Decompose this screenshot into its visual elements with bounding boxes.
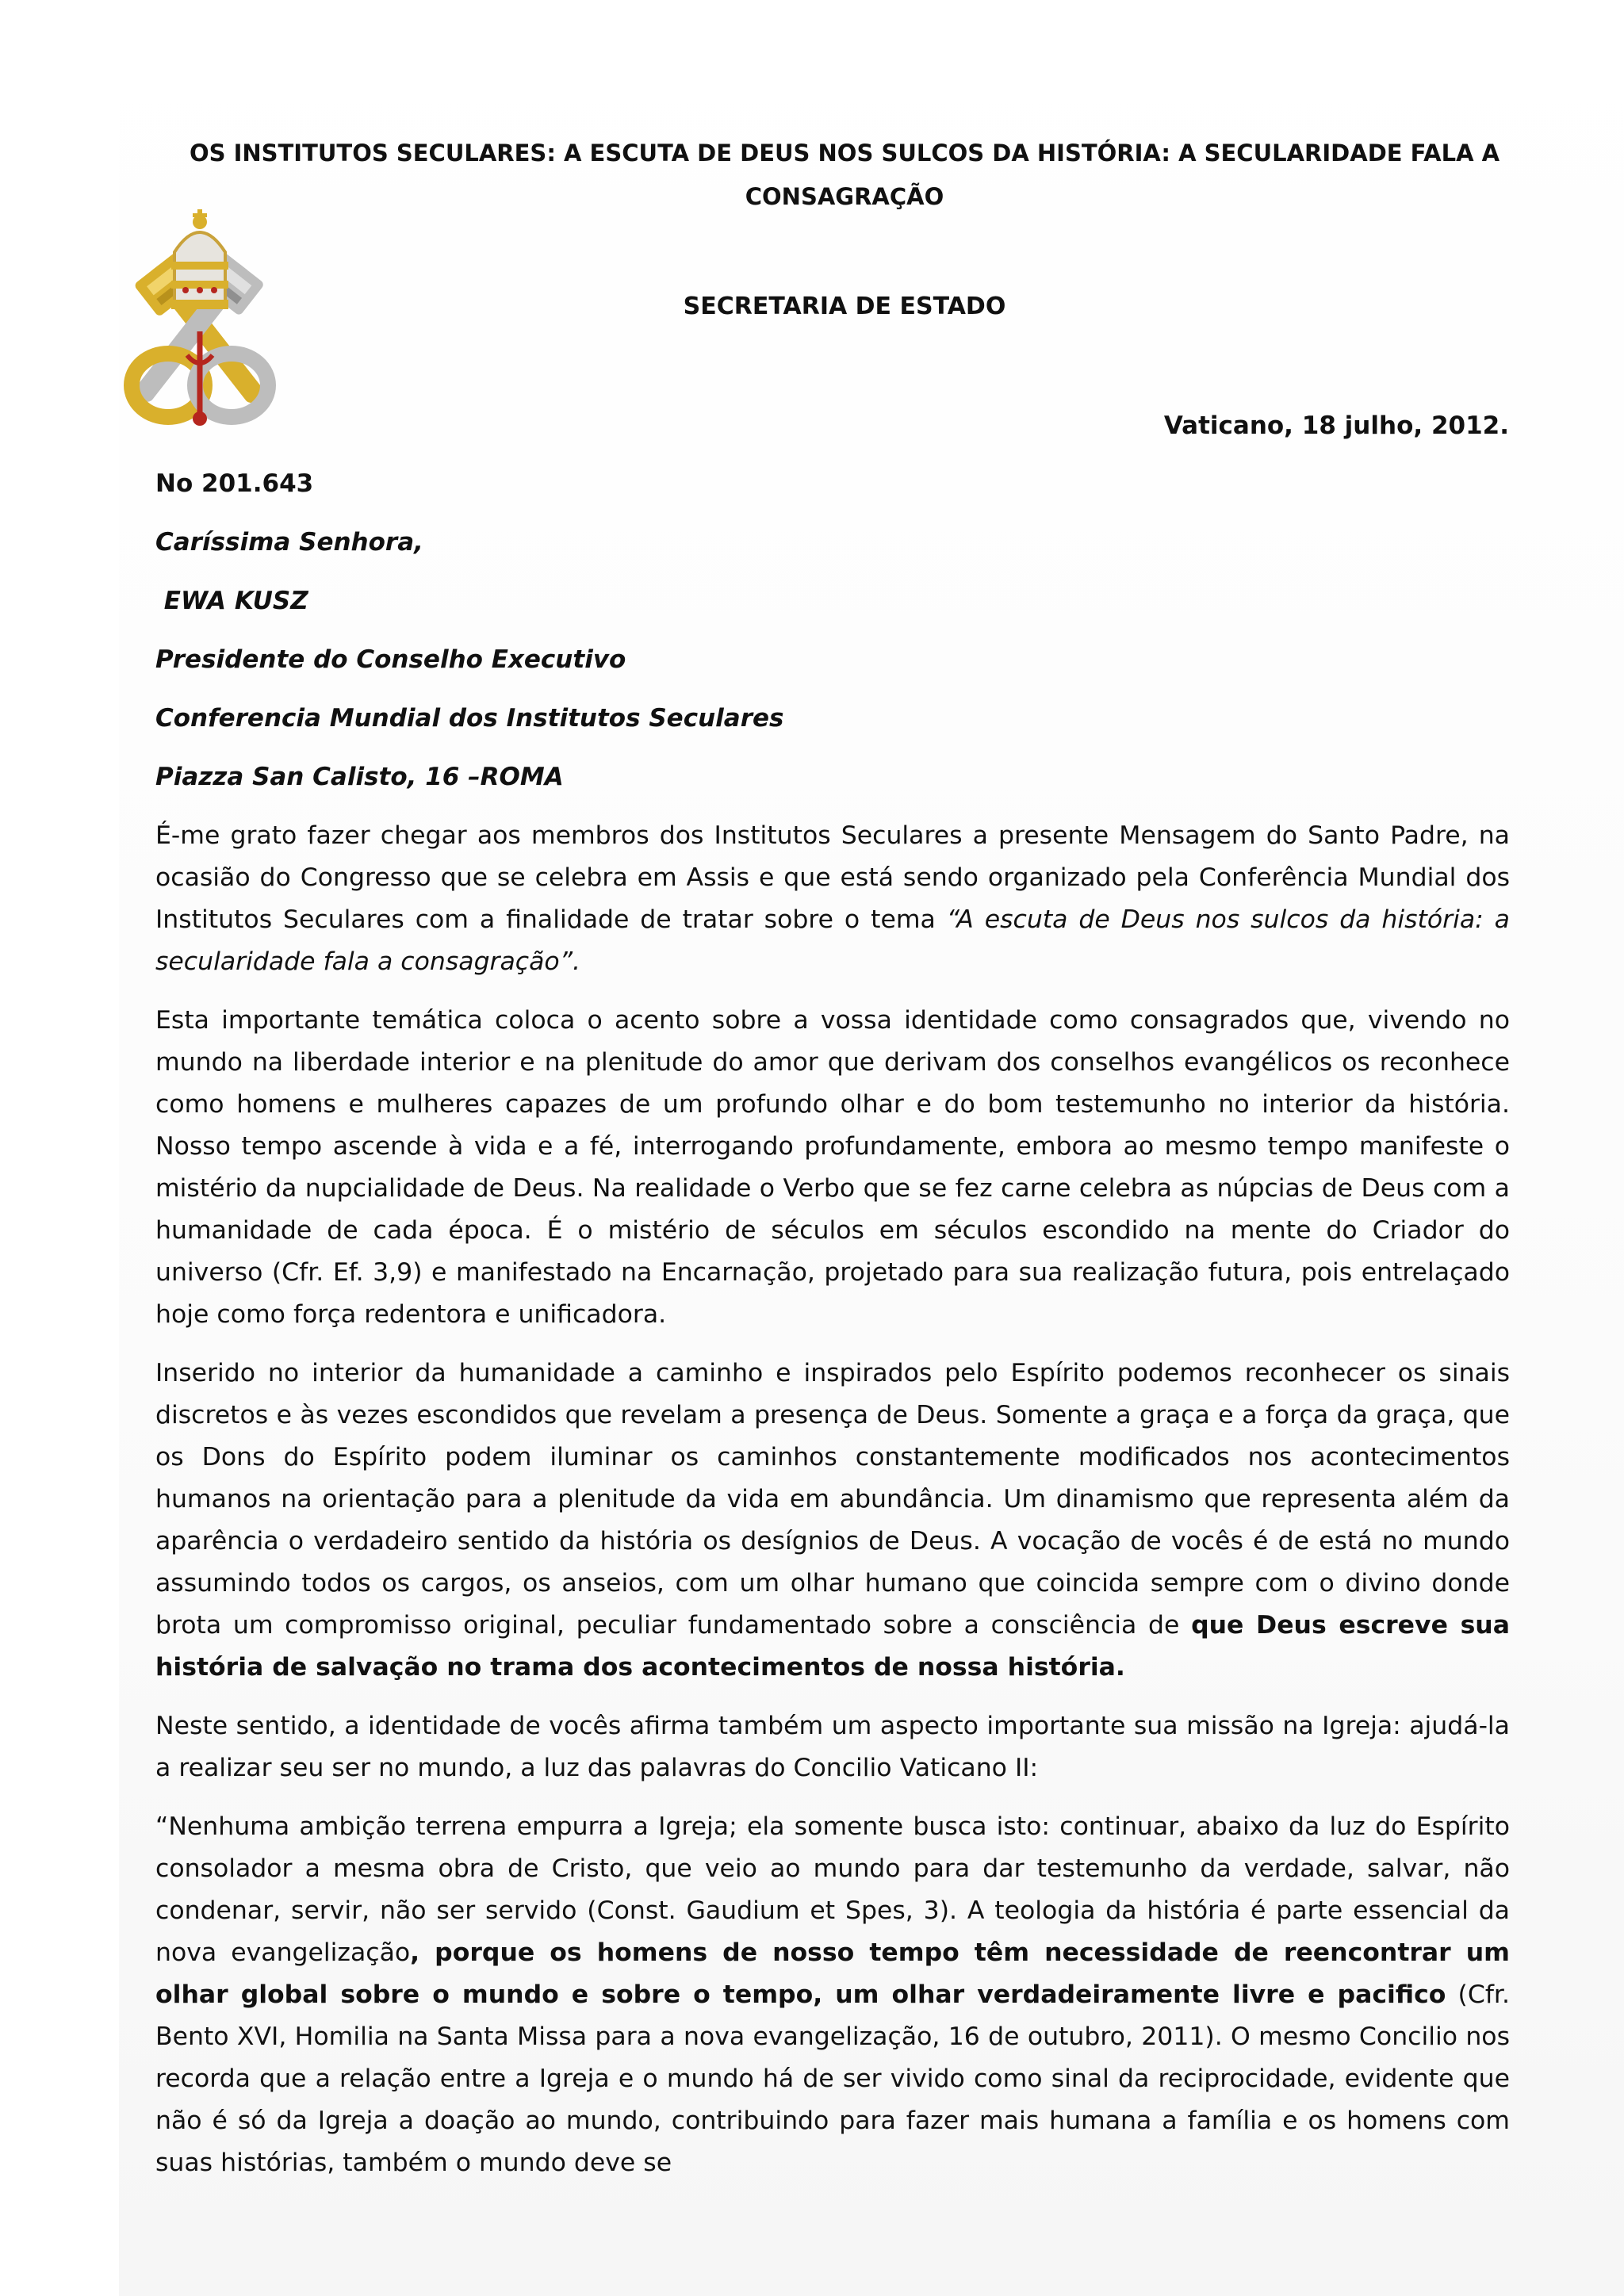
paragraph-3 [155,1353,1510,1689]
document-title: OS INSTITUTOS SECULARES: A ESCUTA DE DEUS NOS SULCOS DA HISTÓRIA: A SECULARIDADE FALA A CONSAGRAÇÃO [189,140,1500,210]
recipient-name: EWA KUSZ [155,587,308,615]
date-line: Vaticano, 18 julho, 2012. [1163,411,1509,440]
paragraph-1-theme: “A escuta de Deus nos sulcos da história: a secularidade fala a consagração”. [155,905,1510,976]
paragraph-1-text: É-me grato fazer chegar aos membros dos Institutos Seculares a presente Mensagem do Santo Padre, na ocasião do Congresso que se celebra em Assis e que está sendo organizado pela Conferência Mundial dos Institutos Seculares com a finalidade de tratar sobre o tema [155,821,1510,934]
department-heading: SECRETARIA DE ESTADO [683,293,1006,320]
paragraph-2: Esta importante temática coloca o acento sobre a vossa identidade como consagrados que, vivendo no mundo na liberdade interior e na plenitude do amor que derivam dos conselhos evangélicos os reconhece como homens e mulheres capazes de um profundo olhar e do bom testemunho no interior da história. Nosso tempo ascende à vida e a fé, interrogando profundamente, embora ao mesmo tempo manifeste o mistério da nupcialidade de Deus. Na realidade o Verbo que se fez carne celebra as núpcias de Deus com a humanidade de cada época. É o mistério de séculos em séculos escondido na mente do Criador do universo (Cfr. Ef. 3,9) e manifestado na Encarnação, projetado para sua realização futura, pois entrelaçado hoje como força redentora e unificadora. [155,1006,1510,1329]
paragraph-3-emphasis: que Deus escreve sua história de salvação no trama dos acontecimentos de nossa história. [155,1611,1510,1682]
paragraph-4: Neste sentido, a identidade de vocês afirma também um aspecto importante sua missão na Igreja: ajudá-la a realizar seu ser no mundo, a luz das palavras do Concilio Vaticano II: [155,1712,1510,1782]
paragraph-3-text: Inserido no interior da humanidade a caminho e inspirados pelo Espírito podemos reconhecer os sinais discretos e às vezes escondidos que revelam a presença de Deus. Somente a graça e a força da graça, que os Dons do Espírito podem iluminar os caminhos constantemente modificados nos acontecimentos humanos na orientação para a plenitude da vida em abundância. Um dinamismo que representa além da aparência o verdadeiro sentido da história os desígnios de Deus. A vocação de vocês é de está no mundo assumindo todos os cargos, os anseios, com um olhar humano que coincida sempre com o divino donde brota um compromisso original, peculiar fundamentado sobre a consciência de [155,1359,1510,1640]
paragraph-1 [155,815,1510,983]
reference-number: No 201.643 [155,469,314,498]
paragraph-5-emphasis: , porque os homens de nosso tempo têm necessidade de reencontrar um olhar global sobre o mundo e sobre o tempo, um olhar verdadeiramente livre e pacifico [155,1938,1510,2009]
recipient-organization: Conferencia Mundial dos Institutos Seculares [155,704,784,733]
paragraph-5 [155,1806,1510,2184]
recipient-role: Presidente do Conselho Executivo [155,645,626,674]
paragraph-5-text: “Nenhuma ambição terrena empurra a Igreja; ela somente busca isto: continuar, abaixo da luz do Espírito consolador a mesma obra de Cristo, que veio ao mundo para dar testemunho da verdade, salvar, não condenar, servir, não ser servido (Const. Gaudium et Spes, 3). A teologia da história é parte essencial da nova evangelização [155,1812,1510,1967]
salutation: Caríssima Senhora, [155,528,423,557]
recipient-street: Piazza San Calisto, 16 –ROMA [155,763,564,791]
paragraph-5-continuation: (Cfr. Bento XVI, Homilia na Santa Missa para a nova evangelização, 16 de outubro, 2011). O mesmo Concilio nos recorda que a relação entre a Igreja e o mundo há de ser vivido como sinal da reciprocidade, evidente que não é só da Igreja a doação ao mundo, contribuindo para fazer mais humana a família e os homens com suas histórias, também o mundo deve se [155,1980,1510,2177]
letter-body [155,815,1510,2201]
